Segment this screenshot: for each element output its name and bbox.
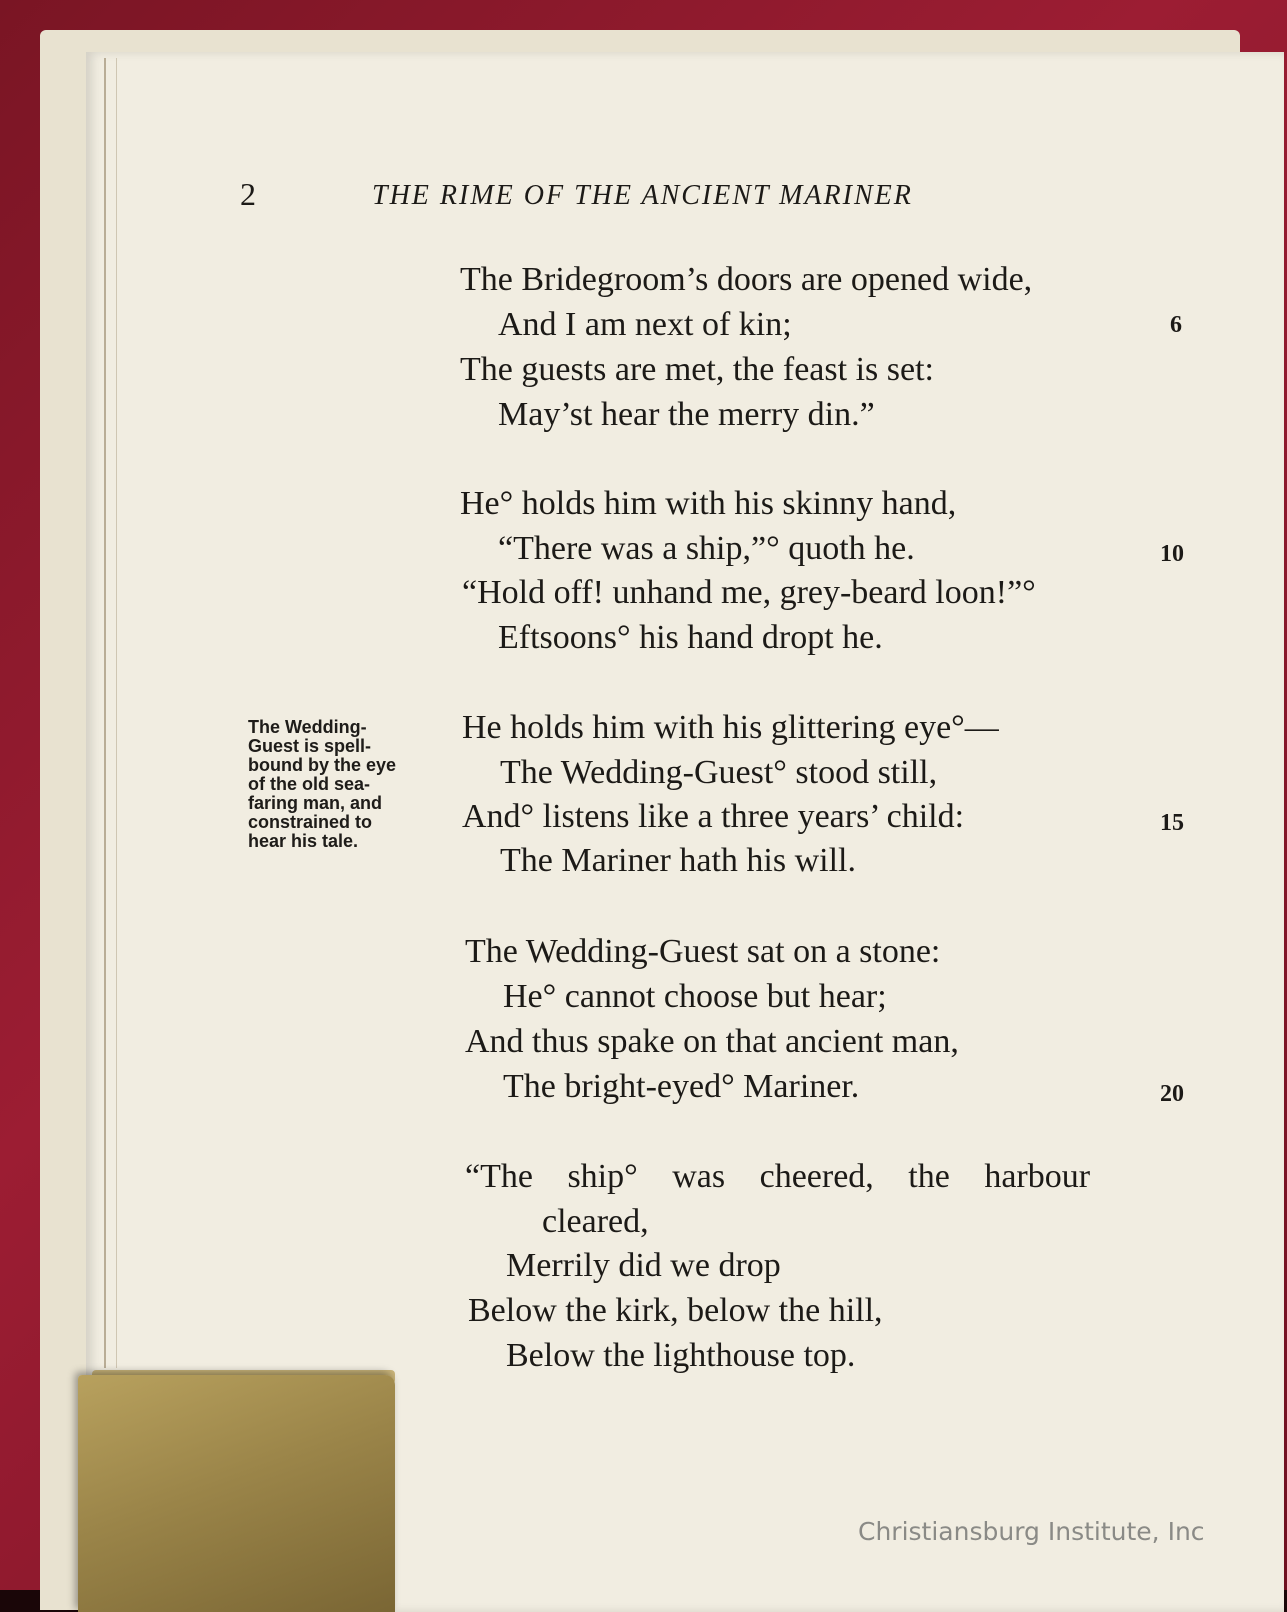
poem-line: cleared, [542, 1203, 649, 1240]
margin-sidenote [248, 718, 438, 851]
poem-line: The bright-eyed° Mariner. [503, 1068, 860, 1105]
poem-line: The Bridegroom’s doors are opened wide, [460, 261, 1033, 298]
sidenote-line: constrained to [248, 812, 373, 832]
sidenote-line: of the old sea- [248, 774, 371, 794]
poem-line: Below the kirk, below the hill, [468, 1292, 883, 1329]
sidenote-line: bound by the eye [248, 755, 397, 775]
line-number: 15 [1160, 810, 1184, 836]
poem-line: And I am next of kin; [498, 306, 792, 343]
sidenote-line: faring man, and [248, 793, 383, 813]
poem-line: He° holds him with his skinny hand, [460, 485, 957, 522]
poem-line: “Hold off! unhand me, grey-beard loon!”° [462, 574, 1036, 611]
sidenote-line: hear his tale. [248, 831, 359, 851]
line-number: 20 [1160, 1081, 1184, 1107]
brass-page-clip [78, 1375, 395, 1612]
poem-line: And thus spake on that ancient man, [465, 1023, 959, 1060]
sidenote-line: Guest is spell- [248, 736, 372, 756]
running-head: THE RIME OF THE ANCIENT MARINER [372, 180, 913, 211]
poem-line: May’st hear the merry din.” [498, 396, 875, 433]
poem-line: Below the lighthouse top. [506, 1337, 856, 1374]
poem-line: The Wedding-Guest° stood still, [500, 754, 938, 791]
poem-line: The guests are met, the feast is set: [460, 351, 934, 388]
page-gutter-line [104, 58, 106, 1368]
page-gutter-line [116, 58, 117, 1368]
poem-line: “The ship° was cheered, the harbour [465, 1158, 1091, 1195]
page-number: 2 [240, 176, 256, 212]
poem-line: “There was a ship,”° quoth he. [498, 530, 915, 567]
poem-line: The Wedding-Guest sat on a stone: [465, 933, 941, 970]
poem-line: He holds him with his glittering eye°— [462, 709, 999, 746]
line-number: 10 [1160, 541, 1184, 567]
poem-line: Merrily did we drop [506, 1247, 781, 1284]
poem-line: He° cannot choose but hear; [503, 978, 887, 1015]
watermark-text: Christiansburg Institute, Inc [858, 1517, 1205, 1546]
line-number: 6 [1170, 312, 1182, 338]
poem-line: The Mariner hath his will. [500, 842, 856, 879]
poem-line: And° listens like a three years’ child: [462, 798, 965, 835]
sidenote-line: The Wedding- [248, 717, 367, 737]
poem-line: Eftsoons° his hand dropt he. [498, 619, 883, 656]
